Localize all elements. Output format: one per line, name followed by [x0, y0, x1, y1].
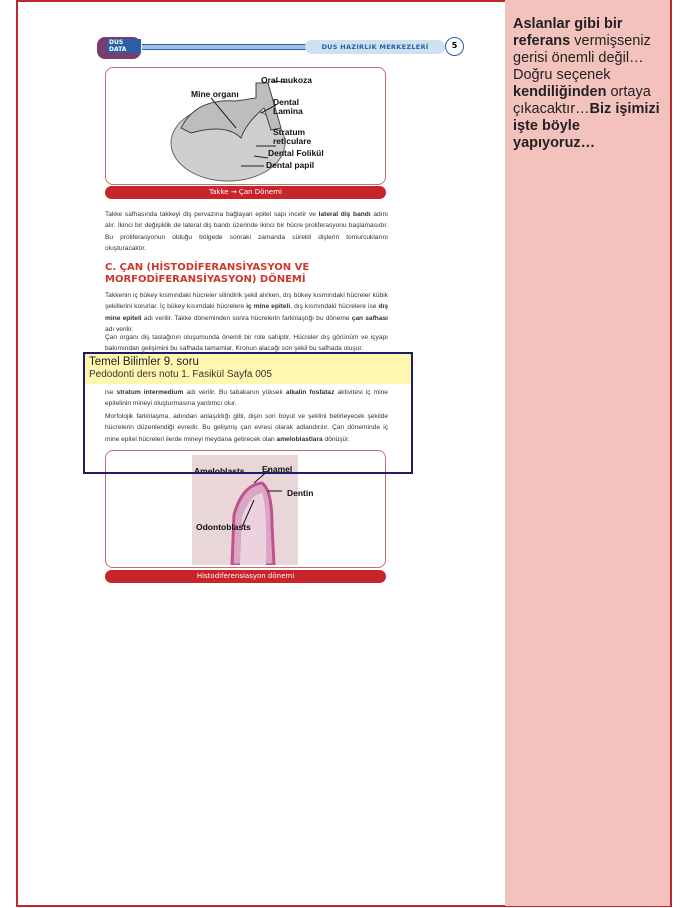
text: adı verilir. Takke döneminden sonra hücrelerin farklılaştığı bu döneme [141, 314, 352, 322]
bold-term: ameloblastlara [276, 435, 323, 443]
text: Morfolojik farklılaşma, adından anlaşıldığı gibi, dişin son boyut ve şeklini belirleyecek şekilde hücrelerin düzenlendiği evredir. Bu gelişmiş çan evresi olarak adlandırılır. Çan döneminde iç mine epitel hücreleri ilerde mineyi meydana getirecek olan [105, 413, 388, 443]
sidebar-text-1: vermişseniz gerisi önemli değil… Doğru seçenek [513, 33, 651, 83]
paragraph-1 [105, 209, 388, 254]
paragraph-3: Çan organı diş taslağının oluşumunda önemli bir role sahiptir. Hücreler dış görünüm ve içyapı bakımından gelişimini bu safhada tamamlar. Kronun alacağı son şekil bu safhada oluşur. [105, 334, 388, 353]
logo-text: DUS DATA [107, 39, 141, 53]
text: Takkenin iç bükey kısmındaki hücreler silindirik şekil alırken, dış bükey kısmındaki hücreler kübik şekillerini korurlar. İç bükey kısımdaki hücrelere [105, 292, 388, 311]
label-oral-mukoza: Oral mukoza [261, 75, 313, 85]
label-dental-papil: Dental papil [266, 160, 315, 170]
sidebar-text-2: ortaya çıkacaktır… [513, 84, 651, 117]
bold-term: iç mine epiteli [246, 303, 291, 311]
label-dental-lamina: Dental Lamina [273, 97, 303, 116]
label-odontoblasts: Odontoblasts [196, 522, 251, 532]
page-number: 5 [445, 37, 464, 56]
header-title: DUS HAZIRLIK MERKEZLERİ [305, 40, 445, 54]
label-dental-folikul: Dental Folikül [268, 148, 324, 158]
text: adı verilir. Bu tabakanın yüksek [183, 389, 286, 396]
bold-term: stratum intermedium [116, 389, 184, 396]
text: adı verilir. [105, 325, 134, 333]
section-heading: C. ÇAN (HİSTODİFERANSİYASYON VE MORFODİFERANSİYASYON) DÖNEMİ [105, 262, 310, 285]
sidebar-bold-3: Biz işimizi işte böyle yapıyoruz… [513, 101, 660, 151]
text: aktivitesi iç mine epitelinin mineyi oluşturmasına yardımcı olur. [105, 389, 388, 408]
sidebar-note [513, 16, 665, 152]
text: ise [105, 389, 117, 396]
bold-term: alkalin fosfataz [285, 389, 335, 396]
sidebar-bold-1: Aslanlar gibi bir referans [513, 16, 623, 49]
dusdata-logo [97, 37, 141, 59]
reference-label [85, 354, 411, 384]
label-enamel: Enamel [262, 464, 293, 474]
text: Takke safhasında takkeyi diş pervazına bağlayan epitel sapı incelir ve [105, 211, 319, 218]
text: dönüşür. [322, 435, 350, 443]
label-mine-organi: Mine organı [191, 89, 239, 99]
figure-takke [105, 67, 386, 185]
tooth-bud-illustration [106, 68, 387, 186]
figure-caption-2: Histodiferensiasyon dönemi [105, 570, 386, 583]
figure-caption-1: Takke → Çan Dönemi [105, 186, 386, 199]
header-rule [142, 44, 322, 50]
label-dentin: Dentin [287, 488, 314, 498]
bold-term: çan safhası [351, 314, 388, 322]
text: , dış kısmındaki hücrelere ise [290, 303, 379, 311]
text: adını alır. İkinci bir değişiklik de lateral diş bandı üzerinde ikinci bir hücre proliferasyonu başlamasıdır. Bu proliferasyonun olduğu bölgede sonraki zamanda sürekli dişlerin tomurcuklarını oluşturacaktır. [105, 211, 389, 252]
bold-term: lateral diş bandı [318, 211, 371, 218]
reference-highlight-box [83, 352, 413, 474]
source-reference: Pedodonti ders notu 1. Fasikül Sayfa 005 [89, 369, 272, 380]
bold-term: dış mine epiteli [105, 303, 388, 322]
label-ameloblasts: Ameloblasts [194, 466, 245, 476]
label-stratum-reticulare: Stratum reticulare [273, 127, 312, 146]
paragraph-2 [105, 290, 388, 335]
question-reference: Temel Bilimler 9. soru [89, 356, 199, 368]
sidebar-bold-2: kendiliğinden [513, 84, 607, 100]
